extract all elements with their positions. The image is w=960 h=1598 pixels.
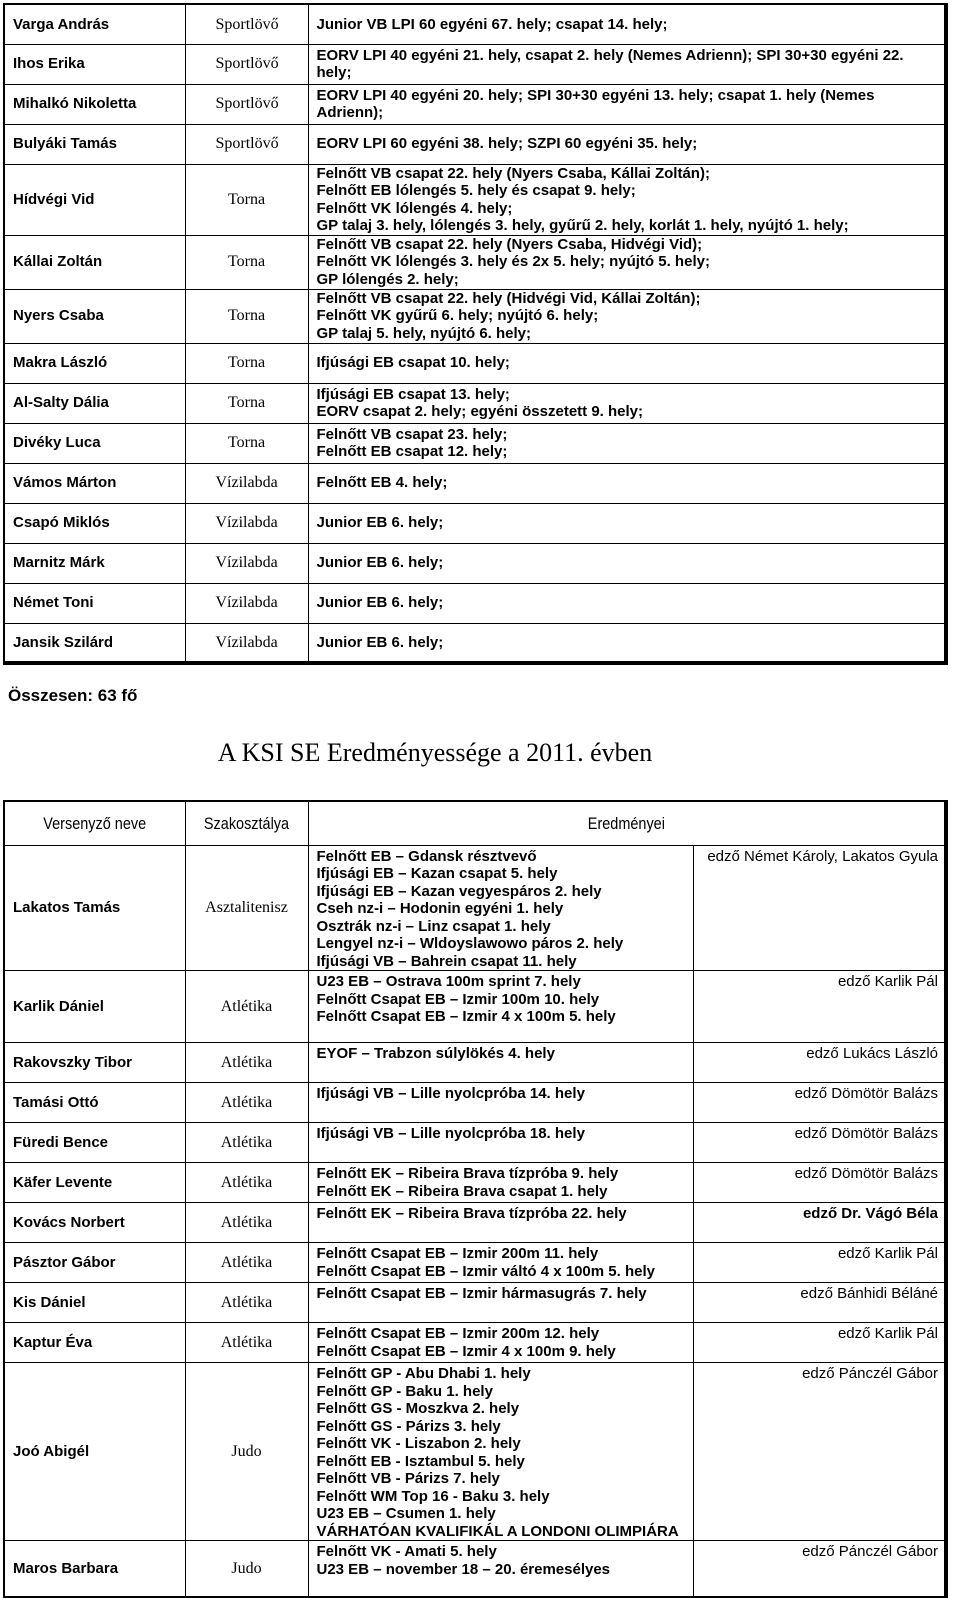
sport-name: Torna	[185, 164, 308, 235]
sport-name: Atlétika	[185, 1203, 308, 1243]
athlete-name: Hídvégi Vid	[4, 164, 185, 235]
result-line: Felnőtt GS - Párizs 3. hely	[316, 1417, 501, 1435]
coach-name: edző Dömötör Balázs	[693, 1123, 946, 1163]
result-line: Felnőtt VK lólengés 4. hely;	[316, 199, 513, 217]
athlete-name: Bulyáki Tamás	[4, 124, 185, 164]
result-line: Felnőtt VK - Amati 5. hely	[316, 1543, 497, 1560]
result-line: Felnőtt GP - Abu Dhabi 1. hely	[316, 1365, 531, 1382]
athlete-name: Füredi Bence	[4, 1123, 185, 1163]
sport-name: Vízilabda	[185, 543, 308, 583]
results-cell	[308, 1203, 693, 1243]
result-line: Felnőtt Csapat EB – Izmir 100m 10. hely	[316, 990, 600, 1008]
coach-name: edző Karlik Pál	[693, 1243, 946, 1283]
athlete-name: Marnitz Márk	[4, 543, 185, 583]
table-row	[4, 463, 946, 503]
athlete-name: Rakovszky Tibor	[4, 1043, 185, 1083]
sport-name: Vízilabda	[185, 623, 308, 663]
result-line: Felnőtt VB csapat 22. hely (Hidvégi Vid, Kállai Zoltán);	[316, 289, 701, 307]
table-row	[4, 124, 946, 164]
results-cell	[308, 164, 946, 235]
coach-name: edző Bánhidi Béláné	[693, 1283, 946, 1323]
result-line: Felnőtt VB csapat 22. hely (Nyers Csaba, Kállai Zoltán);	[316, 164, 710, 182]
result-line: GP talaj 5. hely, nyújtó 6. hely;	[316, 324, 532, 342]
sport-name: Asztalitenisz	[185, 845, 308, 971]
table-row	[4, 845, 946, 971]
sport-name: Sportlövő	[185, 4, 308, 44]
athlete-name: Német Toni	[4, 583, 185, 623]
result-line: Felnőtt EB csapat 12. hely;	[316, 443, 508, 460]
table-row	[4, 1323, 946, 1363]
table-row	[4, 1203, 946, 1243]
result-line: EORV csapat 2. hely; egyéni összetett 9. hely;	[316, 403, 644, 420]
result-line: Felnőtt EK – Ribeira Brava csapat 1. hely	[316, 1182, 608, 1200]
result-line: GP lólengés 2. hely;	[316, 270, 459, 288]
coach-name: edző Német Károly, Lakatos Gyula	[693, 845, 946, 971]
result-line: hely;	[316, 64, 352, 81]
results-cell	[308, 235, 946, 289]
table-row	[4, 503, 946, 543]
sport-name: Atlétika	[185, 971, 308, 1043]
athlete-name: Kovács Norbert	[4, 1203, 185, 1243]
results-cell	[308, 289, 946, 343]
header-name: Versenyző neve	[18, 801, 172, 845]
result-line: U23 EB – Ostrava 100m sprint 7. hely	[316, 973, 581, 990]
result-line: Ifjúsági EB csapat 10. hely;	[316, 354, 510, 372]
result-line: Felnőtt Csapat EB – Izmir 4 x 100m 9. hely	[316, 1342, 616, 1360]
coach-name: edző Pánczél Gábor	[693, 1363, 946, 1541]
athlete-name: Kaptur Éva	[4, 1323, 185, 1363]
result-line: Felnőtt VB csapat 23. hely;	[316, 425, 508, 443]
athlete-name: Vámos Márton	[4, 463, 185, 503]
results-cell	[308, 1363, 693, 1541]
athlete-name: Kállai Zoltán	[4, 235, 185, 289]
coach-name: edző Karlik Pál	[693, 1323, 946, 1363]
result-line: Lengyel nz-i – Wldoyslawowo páros 2. hely	[316, 935, 624, 952]
result-line: EORV LPI 60 egyéni 38. hely; SZPI 60 egyéni 35. hely;	[316, 135, 698, 153]
result-line: Adrienn);	[316, 104, 384, 121]
result-line: Felnőtt VK - Liszabon 2. hely	[316, 1435, 521, 1452]
sport-name: Torna	[185, 383, 308, 423]
result-line: Junior VB LPI 60 egyéni 67. hely; csapat 14. hely;	[316, 15, 668, 33]
result-line: VÁRHATÓAN KVALIFIKÁL A LONDONI OLIMPIÁRA	[316, 1522, 679, 1540]
sport-name: Vízilabda	[185, 583, 308, 623]
sport-name: Atlétika	[185, 1323, 308, 1363]
sport-name: Judo	[185, 1363, 308, 1541]
result-line: Felnőtt Csapat EB – Izmir váltó 4 x 100m 5. hely	[316, 1262, 655, 1280]
table-row	[4, 1083, 946, 1123]
table-row	[4, 164, 946, 235]
sport-name: Sportlövő	[185, 44, 308, 84]
result-line: Ifjúsági EB – Kazan csapat 5. hely	[316, 865, 558, 882]
table-row	[4, 44, 946, 84]
table-row	[4, 1541, 946, 1597]
result-line: Felnőtt EB – Gdansk résztvevő	[316, 847, 537, 865]
athlete-name: Joó Abigél	[4, 1363, 185, 1541]
table-row	[4, 289, 946, 343]
athlete-name: Maros Barbara	[4, 1541, 185, 1597]
athlete-name: Tamási Ottó	[4, 1083, 185, 1123]
table-row	[4, 1283, 946, 1323]
athlete-name: Makra László	[4, 343, 185, 383]
results-cell	[308, 1541, 693, 1597]
table-row	[4, 583, 946, 623]
sport-name: Torna	[185, 235, 308, 289]
results-cell	[308, 1243, 693, 1283]
table-row	[4, 4, 946, 44]
table-row	[4, 235, 946, 289]
coach-name: edző Dömötör Balázs	[693, 1083, 946, 1123]
result-line: Felnőtt Csapat EB – Izmir 4 x 100m 5. hely	[316, 1008, 616, 1025]
athlete-name: Ihos Erika	[4, 44, 185, 84]
result-line: Felnőtt Csapat EB – Izmir 200m 11. hely	[316, 1245, 599, 1262]
coach-name: edző Dömötör Balázs	[693, 1163, 946, 1203]
result-line: Felnőtt EB lólengés 5. hely és csapat 9. hely;	[316, 182, 636, 199]
header-row	[4, 801, 946, 845]
athlete-name: Pásztor Gábor	[4, 1243, 185, 1283]
result-line: Felnőtt Csapat EB – Izmir 200m 12. hely	[316, 1325, 600, 1342]
result-line: Felnőtt VK gyűrű 6. hely; nyújtó 6. hely;	[316, 307, 599, 325]
header-results: Eredményei	[356, 801, 898, 845]
result-line: Cseh nz-i – Hodonin egyéni 1. hely	[316, 900, 564, 917]
sport-name: Atlétika	[185, 1123, 308, 1163]
page-title: A KSI SE Eredményessége a 2011. évben	[217, 738, 653, 767]
results-cell	[308, 845, 693, 971]
result-line: Felnőtt EB 4. hely;	[316, 474, 448, 492]
result-line: Felnőtt GS - Moszkva 2. hely	[316, 1400, 520, 1417]
athlete-name: Karlik Dániel	[4, 971, 185, 1043]
sport-name: Judo	[185, 1541, 308, 1597]
results-cell	[308, 4, 946, 44]
sport-name: Atlétika	[185, 1163, 308, 1203]
sport-name: Torna	[185, 423, 308, 463]
result-line: Felnőtt VB csapat 22. hely (Nyers Csaba, Hidvégi Vid);	[316, 235, 703, 253]
result-line: GP talaj 3. hely, lólengés 3. hely, gyűrű 2. hely, korlát 1. hely, nyújtó 1. hely;	[316, 217, 849, 234]
results-cell	[308, 1043, 693, 1083]
result-line: EYOF – Trabzon súlylökés 4. hely	[316, 1045, 555, 1062]
athlete-name: Kis Dániel	[4, 1283, 185, 1323]
sport-name: Sportlövő	[185, 124, 308, 164]
results-cell	[308, 583, 946, 623]
results-cell	[308, 383, 946, 423]
sport-name: Sportlövő	[185, 84, 308, 124]
table-row	[4, 1243, 946, 1283]
result-line: Felnőtt EK – Ribeira Brava tízpróba 9. hely	[316, 1165, 619, 1182]
athlete-name: Käfer Levente	[4, 1163, 185, 1203]
table-row	[4, 423, 946, 463]
table-row	[4, 623, 946, 663]
sport-name: Torna	[185, 343, 308, 383]
table-row	[4, 1043, 946, 1083]
result-line: Junior EB 6. hely;	[316, 594, 444, 612]
table-row	[4, 1163, 946, 1203]
result-line: Ifjúsági VB – Lille nyolcpróba 14. hely	[316, 1085, 585, 1102]
result-line: Ifjúsági VB – Bahrein csapat 11. hely	[316, 952, 577, 970]
results-cell	[308, 623, 946, 663]
results-cell	[308, 1323, 693, 1363]
result-line: Felnőtt WM Top 16 - Baku 3. hely	[316, 1487, 550, 1505]
results-cell	[308, 343, 946, 383]
results-cell	[308, 84, 946, 124]
results-cell	[308, 423, 946, 463]
table-row	[4, 343, 946, 383]
sport-name: Atlétika	[185, 1083, 308, 1123]
coach-name: edző Lukács László	[693, 1043, 946, 1083]
results-cell	[308, 1283, 693, 1323]
results-cell	[308, 543, 946, 583]
result-line: Felnőtt GP - Baku 1. hely	[316, 1382, 493, 1400]
result-line: EORV LPI 40 egyéni 20. hely; SPI 30+30 egyéni 13. hely; csapat 1. hely (Nemes	[316, 86, 875, 104]
table-row	[4, 971, 946, 1043]
sport-name: Atlétika	[185, 1043, 308, 1083]
athlete-name: Mihalkó Nikoletta	[4, 84, 185, 124]
result-line: Junior EB 6. hely;	[316, 633, 444, 651]
result-line: Felnőtt VK lólengés 3. hely és 2x 5. hely; nyújtó 5. hely;	[316, 253, 710, 271]
table-row	[4, 1123, 946, 1163]
table-row	[4, 84, 946, 124]
result-line: EORV LPI 40 egyéni 21. hely, csapat 2. hely (Nemes Adrienn); SPI 30+30 egyéni 22.	[316, 46, 904, 64]
result-line: U23 EB – november 18 – 20. éremesélyes	[316, 1560, 611, 1578]
results-cell	[308, 1123, 693, 1163]
athlete-name: Divéky Luca	[4, 423, 185, 463]
result-line: Junior EB 6. hely;	[316, 554, 444, 572]
result-line: Ifjúsági EB – Kazan vegyespáros 2. hely	[316, 882, 602, 900]
results-table-1	[3, 3, 948, 665]
athlete-name: Csapó Miklós	[4, 503, 185, 543]
sport-name: Atlétika	[185, 1243, 308, 1283]
results-cell	[308, 1083, 693, 1123]
result-line: U23 EB – Csumen 1. hely	[316, 1505, 496, 1522]
results-cell	[308, 503, 946, 543]
table-row	[4, 1363, 946, 1541]
result-line: Felnőtt EK – Ribeira Brava tízpróba 22. hely	[316, 1205, 627, 1222]
result-line: Felnőtt Csapat EB – Izmir hármasugrás 7. hely	[316, 1285, 647, 1302]
athlete-name: Al-Salty Dália	[4, 383, 185, 423]
coach-name: edző Dr. Vágó Béla	[693, 1203, 946, 1243]
results-table-2	[3, 800, 948, 1598]
result-line: Ifjúsági VB – Lille nyolcpróba 18. hely	[316, 1125, 585, 1142]
results-cell	[308, 124, 946, 164]
results-cell	[308, 44, 946, 84]
result-line: Felnőtt EB - Isztambul 5. hely	[316, 1452, 525, 1470]
result-line: Felnőtt VB - Párizs 7. hely	[316, 1470, 500, 1487]
results-cell	[308, 1163, 693, 1203]
athlete-name: Jansik Szilárd	[4, 623, 185, 663]
summary-total: Összesen: 63 fő	[8, 686, 138, 705]
results-cell	[308, 971, 693, 1043]
result-line: Osztrák nz-i – Linz csapat 1. hely	[316, 917, 551, 935]
athlete-name: Lakatos Tamás	[4, 845, 185, 971]
result-line: Ifjúsági EB csapat 13. hely;	[316, 385, 510, 403]
coach-name: edző Karlik Pál	[693, 971, 946, 1043]
sport-name: Atlétika	[185, 1283, 308, 1323]
table-row	[4, 383, 946, 423]
table-row	[4, 543, 946, 583]
coach-name: edző Pánczél Gábor	[693, 1541, 946, 1597]
header-sport: Szakosztálya	[194, 801, 299, 845]
result-line: Junior EB 6. hely;	[316, 514, 444, 532]
sport-name: Vízilabda	[185, 463, 308, 503]
athlete-name: Nyers Csaba	[4, 289, 185, 343]
sport-name: Torna	[185, 289, 308, 343]
sport-name: Vízilabda	[185, 503, 308, 543]
athlete-name: Varga András	[4, 4, 185, 44]
results-cell	[308, 463, 946, 503]
